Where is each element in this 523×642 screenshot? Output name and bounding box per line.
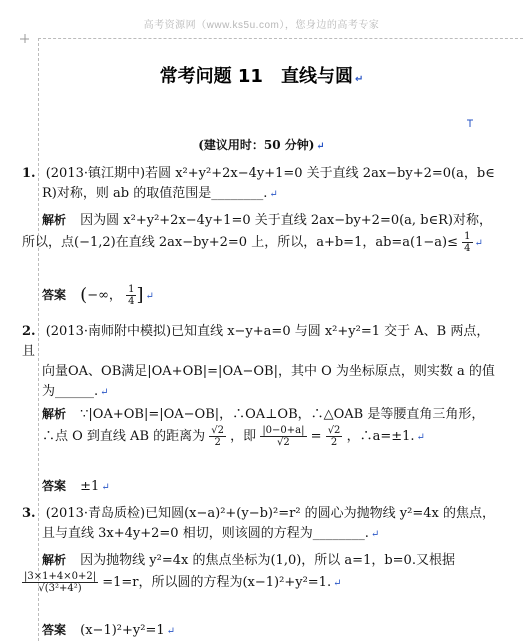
problem-2-analysis: 解析 ∵|OA+OB|=|OA−OB|，∴OA⊥OB，∴△OAB 是等腰直角三角形， ∴点 O 到直线 AB 的距离为 $\frac{√2}{2}$ ，即 $\frac{|0-0+a|}{√2}$ = $\frac{√2}{2}$ ，∴a=±1. ↵ bbox=[42, 407, 485, 448]
analysis-text: 因为抛物线 y²=4x 的焦点坐标为(1,0)，所以 a=1，b=0.又根据 bbox=[80, 553, 455, 568]
problem-number: 1. bbox=[22, 166, 36, 181]
question-text: 且与直线 3x+4y+2=0 相切，则该圆的方程为________. bbox=[42, 526, 369, 541]
question-text: (2013·南师附中模拟)已知直线 x−y+a=0 与圆 x²+y²=1 交于 A、B 两点，且 bbox=[22, 324, 490, 359]
problem-1-question: 1. (2013·镇江期中)若圆 x²+y²+2x−4y+1=0 关于直线 2ax−by+2=0(a，b∈ R)对称，则 ab 的取值范围是________. ↵ bbox=[22, 166, 495, 201]
fraction: $\frac{1}{4}$ bbox=[464, 231, 471, 254]
answer-label: 答案 bbox=[42, 288, 67, 302]
question-text: 为______. bbox=[42, 384, 99, 399]
analysis-text: ∴点 O 到直线 AB 的距离为 bbox=[42, 429, 206, 444]
problem-2-question: 2. (2013·南师附中模拟)已知直线 x−y+a=0 与圆 x²+y²=1 交于 A、B 两点，且 向量OA、OB满足|OA+OB|=|OA−OB|，其中 O 为坐标原点，则实数 a 的值 为______. ↵ bbox=[22, 324, 495, 399]
analysis-text: =1=r，所以圆的方程为(x−1)²+y²=1. bbox=[102, 575, 332, 590]
problem-3-question: 3. (2013·青岛质检)已知圆(x−a)²+(y−b)²=r² 的圆心为抛物线 y²=4x 的焦点， 且与直线 3x+4y+2=0 相切，则该圆的方程为________. ↵ bbox=[22, 506, 495, 541]
problem-number: 3. bbox=[22, 506, 36, 521]
question-text: 向量OA、OB满足|OA+OB|=|OA−OB|，其中 O 为坐标原点，则实数 a 的值 bbox=[42, 364, 495, 379]
analysis-label: 解析 bbox=[42, 407, 67, 421]
fraction: $\frac{|3\times 1+4\times 0+2|}{\text{√(3²+4²)}}$ bbox=[24, 571, 97, 594]
answer-text: −∞， bbox=[87, 288, 122, 303]
problem-1-answer: 答案 (−∞， $\frac{1}{4}$ ] ↵ bbox=[42, 284, 154, 307]
problem-number: 2. bbox=[22, 324, 36, 339]
answer-label: 答案 bbox=[42, 479, 67, 493]
answer-label: 答案 bbox=[42, 623, 67, 637]
answer-text: ±1 bbox=[80, 479, 100, 494]
paragraph-mark bbox=[465, 118, 475, 128]
question-text: (2013·镇江期中)若圆 x²+y²+2x−4y+1=0 关于直线 2ax−by+2=0(a，b∈ bbox=[45, 166, 495, 181]
corner-mark-left bbox=[20, 34, 30, 44]
problem-3-answer: 答案 (x−1)²+y²=1 ↵ bbox=[42, 623, 176, 638]
analysis-text: 因为圆 x²+y²+2x−4y+1=0 关于直线 2ax−by+2=0(a, b∈R)对称， bbox=[80, 213, 493, 228]
answer-text: (x−1)²+y²=1 bbox=[80, 623, 165, 638]
analysis-text: ∵|OA+OB|=|OA−OB|，∴OA⊥OB，∴△OAB 是等腰直角三角形， bbox=[80, 407, 485, 422]
question-text: R)对称，则 ab 的取值范围是________. bbox=[42, 186, 268, 201]
page-title: 常考问题 11 直线与圆 ↵ bbox=[159, 66, 364, 87]
problem-2-answer: 答案 ±1 ↵ bbox=[42, 479, 110, 494]
problem-1-analysis: 解析 因为圆 x²+y²+2x−4y+1=0 关于直线 2ax−by+2=0(a, b∈R)对称， 所以，点(−1,2)在直线 2ax−by+2=0 上，所以，a+b=1，ab=a(1−a)≤ $\frac{1}{4}$ ↵ bbox=[22, 213, 493, 254]
fraction: $\frac{√2}{2}$ bbox=[211, 425, 225, 448]
analysis-text: 所以，点(−1,2)在直线 2ax−by+2=0 上，所以，a+b=1，ab=a(1−a)≤ bbox=[22, 235, 459, 250]
problem-3-analysis: 解析 因为抛物线 y²=4x 的焦点坐标为(1,0)，所以 a=1，b=0.又根据 $\frac{|3\times 1+4\times 0+2|}{\text{√(3²+4²)}}$ =1=r，所以圆的方程为(x−1)²+y²=1. ↵ bbox=[24, 553, 455, 594]
analysis-label: 解析 bbox=[42, 553, 67, 567]
fraction: $\frac{1}{4}$ bbox=[128, 284, 135, 307]
fraction: $\frac{|0-0+a|}{√2}$ bbox=[262, 425, 305, 448]
page-subtitle: (建议用时：50 分钟) ↵ bbox=[198, 138, 325, 152]
question-text: (2013·青岛质检)已知圆(x−a)²+(y−b)²=r² 的圆心为抛物线 y²=4x 的焦点， bbox=[45, 506, 495, 521]
top-margin-guide bbox=[38, 38, 523, 39]
fraction: $\frac{√2}{2}$ bbox=[327, 425, 341, 448]
analysis-label: 解析 bbox=[42, 213, 67, 227]
watermark: 高考资源网（www.ks5u.com），您身边的高考专家 bbox=[143, 20, 380, 31]
